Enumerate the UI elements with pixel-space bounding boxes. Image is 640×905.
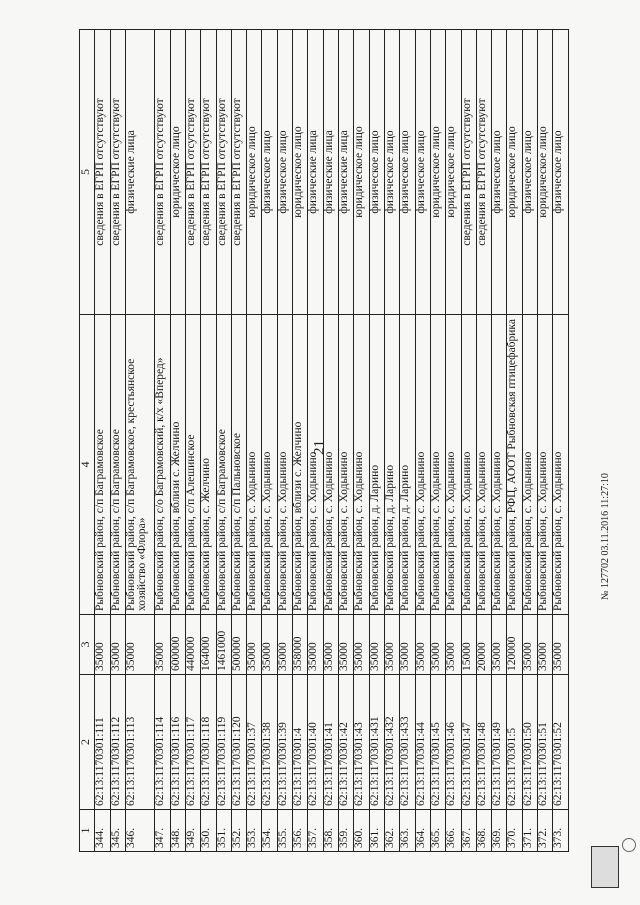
location: Рыбновский район, д. Ларино bbox=[400, 315, 415, 615]
cadastral-number: 62:13:1170301:47 bbox=[461, 675, 476, 810]
area: 35000 bbox=[277, 615, 292, 675]
area: 500000 bbox=[231, 615, 246, 675]
location: Рыбновский район, с/п Багрaмовское, крестьянское хозяйство «Флора» bbox=[125, 315, 154, 615]
cadastral-number: 62:13:1170301:45 bbox=[430, 675, 445, 810]
area: 164000 bbox=[201, 615, 216, 675]
area: 35000 bbox=[538, 615, 553, 675]
cadastral-number: 62:13:1170301:44 bbox=[415, 675, 430, 810]
location: Рыбновский район, с/о Багрaмовский, к/х «Вперед» bbox=[155, 315, 170, 615]
owner-info: юридическое лицо bbox=[247, 30, 262, 315]
owner-info: сведения в ЕГРП отсутствуют bbox=[461, 30, 476, 315]
table-row bbox=[262, 30, 277, 852]
row-number: 348. bbox=[170, 810, 185, 852]
owner-info: физическое лицо bbox=[384, 30, 399, 315]
row-number: 373. bbox=[553, 810, 569, 852]
cadastral-number: 62:13:1170301:111 bbox=[95, 675, 110, 810]
owner-info: физические лица bbox=[339, 30, 354, 315]
row-number: 352. bbox=[231, 810, 246, 852]
cadastral-number: 62:13:1170301:46 bbox=[446, 675, 461, 810]
location: Рыбновский район, с. Ходынино bbox=[354, 315, 369, 615]
row-number: 365. bbox=[430, 810, 445, 852]
location: Рыбновский район, с. Ходынино bbox=[492, 315, 507, 615]
table-row bbox=[522, 30, 537, 852]
location: Рыбновский район, с. Ходынино bbox=[308, 315, 323, 615]
location: Рыбновский район, с. Ходынино bbox=[553, 315, 569, 615]
cadastral-number: 62:13:1170301:4 bbox=[293, 675, 308, 810]
area: 35000 bbox=[369, 615, 384, 675]
cadastral-number: 62:13:1170301:38 bbox=[262, 675, 277, 810]
owner-info: юридическое лицо bbox=[354, 30, 369, 315]
area: 35000 bbox=[95, 615, 110, 675]
area: 35000 bbox=[354, 615, 369, 675]
area: 35000 bbox=[247, 615, 262, 675]
owner-info: физическое лицо bbox=[400, 30, 415, 315]
location: Рыбновский район, с/п Багрaмовское bbox=[110, 315, 125, 615]
row-number: 363. bbox=[400, 810, 415, 852]
row-number: 349. bbox=[185, 810, 200, 852]
table-row bbox=[323, 30, 338, 852]
location: Рыбновский район, РФЦ, АООТ Рыбновская птицефабрика bbox=[507, 315, 522, 615]
land-registry-table bbox=[79, 29, 569, 852]
cadastral-number: 62:13:1170301:49 bbox=[492, 675, 507, 810]
cadastral-number: 62:13:1170301:41 bbox=[323, 675, 338, 810]
location: Рыбновский район, с. Ходынино bbox=[522, 315, 537, 615]
row-number: 364. bbox=[415, 810, 430, 852]
row-number: 359. bbox=[339, 810, 354, 852]
table-row bbox=[400, 30, 415, 852]
row-number: 354. bbox=[262, 810, 277, 852]
table-row bbox=[185, 30, 200, 852]
cadastral-number: 62:13:1170301:119 bbox=[216, 675, 231, 810]
row-number: 370. bbox=[507, 810, 522, 852]
owner-info: физическое лицо bbox=[369, 30, 384, 315]
area: 35000 bbox=[522, 615, 537, 675]
area: 35000 bbox=[308, 615, 323, 675]
owner-info: юридическое лицо bbox=[430, 30, 445, 315]
stamp-mark bbox=[591, 846, 619, 888]
area: 358000 bbox=[293, 615, 308, 675]
location: Рыбновский район, д. Ларино bbox=[384, 315, 399, 615]
owner-info: юридическое лицо bbox=[446, 30, 461, 315]
area: 35000 bbox=[492, 615, 507, 675]
table-row bbox=[308, 30, 323, 852]
cadastral-number: 62:13:1170301:431 bbox=[369, 675, 384, 810]
cadastral-number: 62:13:1170301:116 bbox=[170, 675, 185, 810]
header-col-2: 2 bbox=[80, 675, 95, 810]
header-col-5: 5 bbox=[80, 30, 95, 315]
area: 440000 bbox=[185, 615, 200, 675]
row-number: 355. bbox=[277, 810, 292, 852]
area: 35000 bbox=[415, 615, 430, 675]
owner-info: сведения в ЕГРП отсутствуют bbox=[231, 30, 246, 315]
cadastral-number: 62:13:1170301:432 bbox=[384, 675, 399, 810]
location: Рыбновский район, с. Ходынино bbox=[446, 315, 461, 615]
table-row bbox=[110, 30, 125, 852]
owner-info: физическое лицо bbox=[277, 30, 292, 315]
header-col-1: 1 bbox=[80, 810, 95, 852]
location: Рыбновский район, с. Ходынино bbox=[461, 315, 476, 615]
page-number: 21 bbox=[311, 440, 328, 455]
area: 20000 bbox=[476, 615, 491, 675]
table-row bbox=[507, 30, 522, 852]
owner-info: сведения в ЕГРП отсутствуют bbox=[155, 30, 170, 315]
table-row bbox=[201, 30, 216, 852]
owner-info: физическое лицо bbox=[415, 30, 430, 315]
table-row bbox=[247, 30, 262, 852]
owner-info: сведения в ЕГРП отсутствуют bbox=[216, 30, 231, 315]
table-row bbox=[95, 30, 110, 852]
owner-info: юридическое лицо bbox=[293, 30, 308, 315]
row-number: 358. bbox=[323, 810, 338, 852]
row-number: 356. bbox=[293, 810, 308, 852]
location: Рыбновский район, вблизи с. Желчино bbox=[293, 315, 308, 615]
header-col-4: 4 bbox=[80, 315, 95, 615]
cadastral-number: 62:13:1170301:113 bbox=[125, 675, 154, 810]
table-row bbox=[461, 30, 476, 852]
owner-info: юридическое лицо bbox=[507, 30, 522, 315]
cadastral-number: 62:13:1170301:117 bbox=[185, 675, 200, 810]
location: Рыбновский район, с/п Алешинское bbox=[185, 315, 200, 615]
location: Рыбновский район, с. Ходынино bbox=[247, 315, 262, 615]
owner-info: физическое лицо bbox=[522, 30, 537, 315]
table-row bbox=[492, 30, 507, 852]
location: Рыбновский район, с. Ходынино bbox=[339, 315, 354, 615]
area: 35000 bbox=[430, 615, 445, 675]
table-row bbox=[415, 30, 430, 852]
row-number: 366. bbox=[446, 810, 461, 852]
table-row bbox=[476, 30, 491, 852]
row-number: 353. bbox=[247, 810, 262, 852]
cadastral-number: 62:13:1170301:43 bbox=[354, 675, 369, 810]
table-row bbox=[446, 30, 461, 852]
cadastral-number: 62:13:1170301:42 bbox=[339, 675, 354, 810]
row-number: 347. bbox=[155, 810, 170, 852]
cadastral-number: 62:13:1170301:5 bbox=[507, 675, 522, 810]
owner-info: физические лица bbox=[308, 30, 323, 315]
area: 35000 bbox=[553, 615, 569, 675]
table-row bbox=[538, 30, 553, 852]
table-row bbox=[369, 30, 384, 852]
owner-info: физическое лицо bbox=[262, 30, 277, 315]
cadastral-number: 62:13:1170301:39 bbox=[277, 675, 292, 810]
row-number: 350. bbox=[201, 810, 216, 852]
cadastral-number: 62:13:1170301:52 bbox=[553, 675, 569, 810]
row-number: 369. bbox=[492, 810, 507, 852]
location: Рыбновский район, с. Желчино bbox=[201, 315, 216, 615]
area: 600000 bbox=[170, 615, 185, 675]
owner-info: сведения в ЕГРП отсутствуют bbox=[110, 30, 125, 315]
location: Рыбновский район, с/п Багрaмовское bbox=[95, 315, 110, 615]
cadastral-number: 62:13:1170301:120 bbox=[231, 675, 246, 810]
area: 120000 bbox=[507, 615, 522, 675]
cadastral-number: 62:13:1170301:433 bbox=[400, 675, 415, 810]
row-number: 344. bbox=[95, 810, 110, 852]
cadastral-number: 62:13:1170301:50 bbox=[522, 675, 537, 810]
area: 35000 bbox=[155, 615, 170, 675]
cadastral-number: 62:13:1170301:118 bbox=[201, 675, 216, 810]
row-number: 346. bbox=[125, 810, 154, 852]
row-number: 362. bbox=[384, 810, 399, 852]
row-number: 351. bbox=[216, 810, 231, 852]
table-row bbox=[155, 30, 170, 852]
owner-info: сведения в ЕГРП отсутствуют bbox=[201, 30, 216, 315]
owner-info: юридическое лицо bbox=[538, 30, 553, 315]
row-number: 360. bbox=[354, 810, 369, 852]
table-header-row bbox=[80, 30, 95, 852]
owner-info: сведения в ЕГРП отсутствуют bbox=[476, 30, 491, 315]
table-row bbox=[354, 30, 369, 852]
cadastral-number: 62:13:1170301:112 bbox=[110, 675, 125, 810]
location: Рыбновский район, с/п Багрaмовское bbox=[216, 315, 231, 615]
row-number: 357. bbox=[308, 810, 323, 852]
table-row bbox=[125, 30, 154, 852]
cadastral-number: 62:13:1170301:51 bbox=[538, 675, 553, 810]
table-row bbox=[216, 30, 231, 852]
area: 35000 bbox=[125, 615, 154, 675]
header-col-3: 3 bbox=[80, 615, 95, 675]
table-row bbox=[231, 30, 246, 852]
cadastral-number: 62:13:1170301:37 bbox=[247, 675, 262, 810]
table-row bbox=[339, 30, 354, 852]
location: Рыбновский район, д. Ларино bbox=[369, 315, 384, 615]
owner-info: сведения в ЕГРП отсутствуют bbox=[95, 30, 110, 315]
row-number: 372. bbox=[538, 810, 553, 852]
row-number: 367. bbox=[461, 810, 476, 852]
row-number: 368. bbox=[476, 810, 491, 852]
document-footer: № 127702 03.11.2016 11:27:10 bbox=[600, 473, 611, 600]
owner-info: юридическое лицо bbox=[170, 30, 185, 315]
location: Рыбновский район, вблизи с. Желчино bbox=[170, 315, 185, 615]
cadastral-number: 62:13:1170301:48 bbox=[476, 675, 491, 810]
area: 35000 bbox=[110, 615, 125, 675]
table-row bbox=[293, 30, 308, 852]
row-number: 371. bbox=[522, 810, 537, 852]
area: 35000 bbox=[323, 615, 338, 675]
area: 1461000 bbox=[216, 615, 231, 675]
owner-info: физическое лицо bbox=[492, 30, 507, 315]
area: 35000 bbox=[262, 615, 277, 675]
table-row bbox=[553, 30, 569, 852]
table-row bbox=[277, 30, 292, 852]
area: 35000 bbox=[400, 615, 415, 675]
location: Рыбновский район, с. Ходынино bbox=[538, 315, 553, 615]
row-number: 345. bbox=[110, 810, 125, 852]
owner-info: физические лица bbox=[125, 30, 154, 315]
row-number: 361. bbox=[369, 810, 384, 852]
signature-mark bbox=[622, 838, 636, 852]
registry-table-container bbox=[79, 30, 569, 852]
owner-info: физическое лицо bbox=[553, 30, 569, 315]
area: 35000 bbox=[384, 615, 399, 675]
location: Рыбновский район, с. Ходынино bbox=[262, 315, 277, 615]
area: 35000 bbox=[339, 615, 354, 675]
cadastral-number: 62:13:1170301:114 bbox=[155, 675, 170, 810]
location: Рыбновский район, с. Ходынино bbox=[277, 315, 292, 615]
location: Рыбновский район, с. Ходынино bbox=[415, 315, 430, 615]
cadastral-number: 62:13:1170301:40 bbox=[308, 675, 323, 810]
table-row bbox=[430, 30, 445, 852]
location: Рыбновский район, с/п Пальновское bbox=[231, 315, 246, 615]
area: 15000 bbox=[461, 615, 476, 675]
owner-info: сведения в ЕГРП отсутствуют bbox=[185, 30, 200, 315]
table-row bbox=[170, 30, 185, 852]
location: Рыбновский район, с. Ходынино bbox=[430, 315, 445, 615]
owner-info: физические лица bbox=[323, 30, 338, 315]
location: Рыбновский район, с. Ходынино bbox=[476, 315, 491, 615]
location: Рыбновский район, с. Ходынино bbox=[323, 315, 338, 615]
area: 35000 bbox=[446, 615, 461, 675]
table-row bbox=[384, 30, 399, 852]
